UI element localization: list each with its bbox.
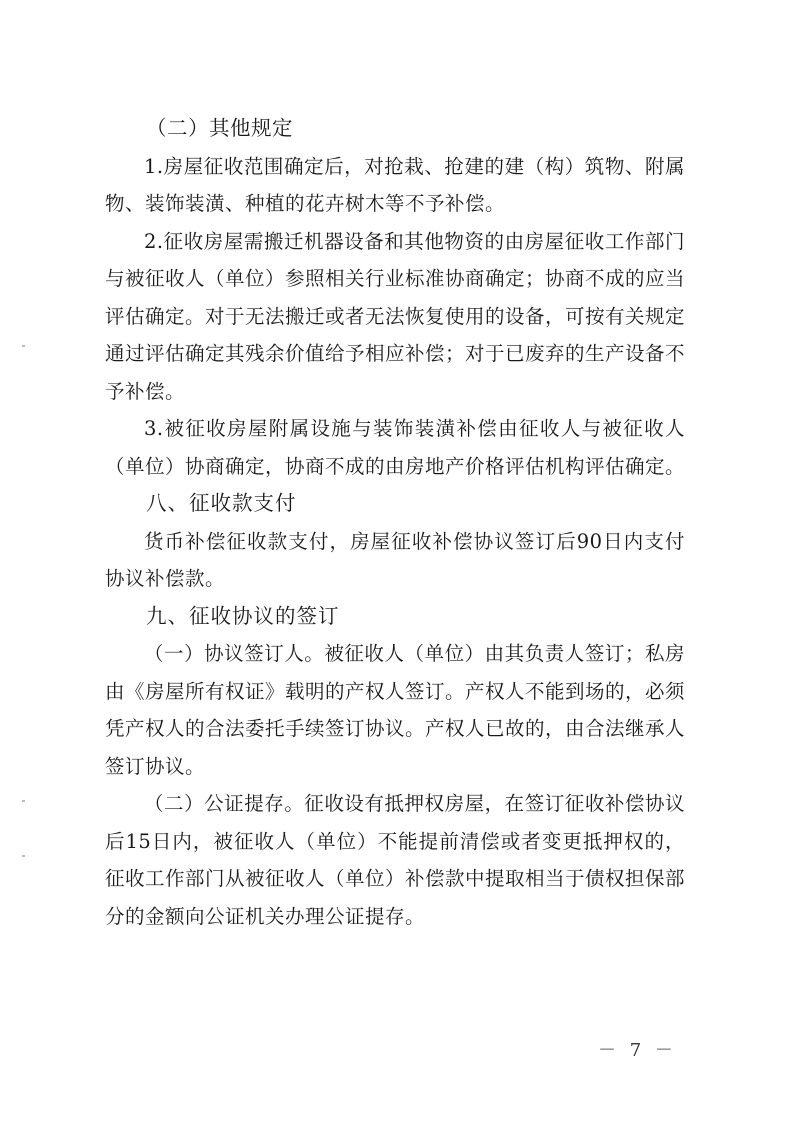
- binding-mark: [22, 800, 25, 802]
- binding-mark: [22, 855, 25, 857]
- paragraph-payment: 货币补偿征收款支付，房屋征收补偿协议签订后90日内支付协议补偿款。: [105, 529, 685, 590]
- section-8-heading: 八、征收款支付: [146, 491, 297, 515]
- paragraph-signatory: （一）协议签订人。被征收人（单位）由其负责人签订；私房由《房屋所有权证》载明的产权人签订。产权人不能到场的，必须凭产权人的合法委托手续签订协议。产权人已故的，由合法继承人签订协议。: [105, 642, 686, 778]
- paragraph-2: 2.征收房屋需搬迁机器设备和其他物资的由房屋征收工作部门与被征收人（单位）参照相关行业标准协商确定；协商不成的应当评估确定。对于无法搬迁或者无法恢复使用的设备，可按有关规定通过评估确定其残余价值给予相应补偿；对于已废弃的生产设备不予补偿。: [105, 229, 686, 403]
- section-9-heading: 九、征收协议的签订: [146, 603, 340, 628]
- paragraph-notary: （二）公证提存。征收设有抵押权房屋，在签订征收补偿协议后15日内，被征收人（单位）不能提前清偿或者变更抵押权的，征收工作部门从被征收人（单位）补偿款中提取相当于债权担保部分的金额向公证机关办理公证提存。: [105, 792, 686, 928]
- binding-mark: [22, 345, 25, 347]
- section-other-provisions-heading: （二）其他规定: [146, 116, 293, 140]
- paragraph-3: 3.被征收房屋附属设施与装饰装潢补偿由征收人与被征收人（单位）协商确定，协商不成的由房地产价格评估机构评估确定。: [105, 417, 686, 478]
- document-body: [105, 110, 685, 935]
- paragraph-1: 1.房屋征收范围确定后，对抢栽、抢建的建（构）筑物、附属物、装饰装潢、种植的花卉树木等不予补偿。: [105, 154, 685, 215]
- page-number: － 7 －: [598, 1040, 677, 1061]
